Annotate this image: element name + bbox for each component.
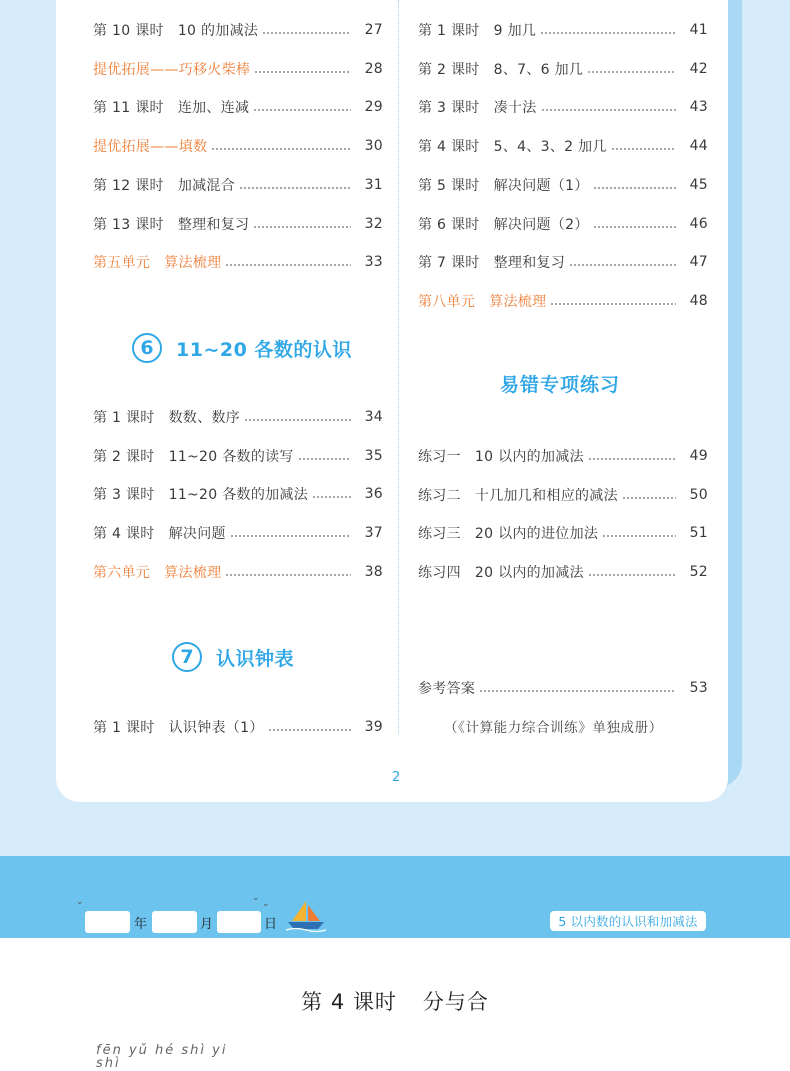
toc-entry-text (418, 20, 536, 40)
toc-title: 十几加几和相应的减法 (474, 487, 618, 504)
toc-lesson-label: 第 4 课时 (418, 139, 480, 156)
dot-leader (225, 574, 351, 576)
toc-lesson-label: 第六单元 (93, 564, 151, 581)
toc-entry[interactable] (418, 174, 708, 196)
lesson-title (0, 986, 790, 1016)
dot-leader (268, 729, 351, 731)
toc-title: 8、7、6 加几 (493, 61, 584, 78)
toc-title: 算法梳理 (164, 255, 222, 272)
toc-lesson-label: 第 12 课时 (93, 177, 164, 194)
toc-page-number: 32 (364, 215, 383, 232)
toc-title: 认识钟表（1） (168, 720, 264, 736)
unit-number-badge: 6 (132, 333, 162, 363)
toc-entry[interactable] (418, 135, 708, 157)
toc-entry[interactable] (93, 483, 383, 505)
toc-lesson-label: 第 13 课时 (93, 216, 164, 233)
dot-leader (622, 497, 676, 499)
unit-title: 11~20 各数的认识 (176, 338, 352, 361)
toc-lesson-label: 参考答案 (418, 681, 476, 697)
toc-title: 算法梳理 (489, 293, 547, 310)
toc-entry[interactable] (418, 445, 708, 467)
toc-page-number: 33 (364, 254, 383, 271)
toc-entry-text (418, 97, 537, 117)
toc-title: 提优拓展——巧移火柴棒 (93, 61, 251, 78)
dot-leader (211, 148, 351, 150)
toc-entry-text (418, 678, 475, 698)
toc-entry-text (418, 291, 546, 311)
toc-lesson-label: 第 2 课时 (93, 448, 155, 465)
year-label: 年 (134, 917, 148, 932)
unit-7-heading (172, 637, 294, 677)
dot-leader (540, 32, 676, 34)
toc-entry[interactable] (93, 561, 383, 583)
toc-entry[interactable] (93, 445, 383, 467)
toc-entry-text (93, 175, 235, 195)
toc-lesson-label: 第 10 课时 (93, 23, 164, 39)
toc-page-number: 51 (689, 525, 708, 542)
toc-entry-text (93, 20, 258, 40)
seagull-icon: ⌄ (262, 899, 270, 909)
lesson-name: 分与合 (422, 990, 489, 1014)
toc-lesson-label: 练习一 (418, 449, 461, 465)
toc-title: 提优拓展——填数 (93, 139, 208, 156)
dot-leader (225, 264, 351, 266)
answers-note: （《计算能力综合训练》单独成册） (444, 720, 663, 736)
toc-page-number: 45 (689, 176, 708, 193)
toc-title: 数数、数序 (168, 410, 241, 426)
toc-title: 算法梳理 (164, 564, 222, 581)
column-divider (398, 0, 399, 734)
toc-title: 加减混合 (177, 177, 236, 194)
toc-title: 9 加几 (493, 23, 537, 39)
toc-entry[interactable] (93, 522, 383, 544)
toc-page-number: 47 (689, 254, 708, 271)
toc-page-number: 49 (689, 448, 708, 464)
seagull-icon: ⌄ (252, 893, 260, 903)
dot-leader (312, 496, 351, 498)
toc-entry-text (93, 136, 207, 156)
practice-section-title: 易错专项练习 (500, 374, 621, 396)
toc-page-number: 27 (364, 22, 383, 38)
toc-entry-text (93, 97, 249, 117)
lesson-number: 第 4 课时 (301, 990, 397, 1014)
toc-entry[interactable] (418, 484, 708, 506)
toc-entry-text (418, 562, 584, 582)
toc-entry-text (93, 407, 240, 427)
dot-leader (262, 32, 351, 34)
year-field[interactable] (85, 911, 130, 933)
toc-page-number: 46 (689, 215, 708, 232)
toc-title: 整理和复习 (493, 255, 566, 272)
toc-lesson-label: 第 3 课时 (418, 100, 480, 117)
toc-page-number: 43 (689, 99, 708, 116)
toc-entry[interactable] (93, 135, 383, 157)
toc-entry[interactable] (93, 213, 383, 235)
toc-entry[interactable] (93, 174, 383, 196)
toc-entry-text (93, 252, 221, 272)
dot-leader (541, 109, 676, 111)
toc-entry[interactable] (93, 251, 383, 273)
toc-page-number: 35 (364, 447, 383, 464)
dot-leader (239, 187, 351, 189)
dot-leader (479, 690, 676, 692)
toc-lesson-label: 第 7 课时 (418, 255, 480, 272)
dot-leader (611, 148, 676, 150)
toc-entry-text (93, 59, 250, 79)
toc-lesson-label: 第 5 课时 (418, 177, 480, 194)
toc-entry[interactable] (93, 716, 383, 738)
unit-tag: 5 以内数的认识和加减法 (550, 911, 706, 931)
month-field[interactable] (152, 911, 197, 933)
dot-leader (588, 458, 676, 460)
toc-entry-text (418, 485, 618, 505)
toc-lesson-label: 第 1 课时 (93, 410, 155, 426)
toc-title: 20 以内的加减法 (474, 565, 584, 582)
toc-page-number: 52 (689, 564, 708, 581)
toc-lesson-label: 第 3 课时 (93, 487, 155, 504)
day-label: 日 (264, 917, 278, 932)
unit-title: 认识钟表 (216, 647, 295, 670)
day-field[interactable] (217, 911, 261, 933)
toc-title: 20 以内的进位加法 (474, 526, 599, 543)
toc-entry[interactable] (418, 522, 708, 544)
toc-entry[interactable] (418, 213, 708, 235)
toc-entry-text (93, 484, 308, 504)
toc-entry-text (93, 717, 264, 737)
dot-leader (253, 226, 351, 228)
toc-page-number: 28 (364, 60, 383, 77)
dot-leader (244, 419, 351, 421)
toc-page-number: 34 (364, 409, 383, 425)
toc-entry-text (418, 523, 598, 543)
toc-title: 解决问题（1） (493, 177, 589, 194)
dot-leader (254, 71, 351, 73)
dot-leader (253, 109, 351, 111)
toc-entry-text (93, 523, 226, 543)
toc-entry[interactable] (418, 677, 708, 699)
toc-lesson-label: 练习二 (418, 487, 461, 504)
toc-page-number: 37 (364, 525, 383, 542)
toc-entry[interactable] (93, 96, 383, 118)
toc-entry-text (418, 214, 589, 234)
toc-page-number: 41 (689, 22, 708, 38)
dot-leader (298, 458, 351, 460)
seagull-icon: ⌄ (76, 897, 84, 907)
toc-entry[interactable] (93, 19, 383, 41)
dot-leader (569, 264, 676, 266)
toc-lesson-label: 第 6 课时 (418, 216, 480, 233)
toc-page-number: 44 (689, 138, 708, 155)
toc-entry[interactable] (418, 19, 708, 41)
page-number: 2 (392, 770, 401, 785)
toc-title: 整理和复习 (177, 216, 250, 233)
toc-entry-text (93, 562, 221, 582)
toc-lesson-label: 第 11 课时 (93, 100, 164, 117)
toc-title: 连加、连减 (177, 100, 250, 117)
toc-title: 解决问题（2） (493, 216, 589, 233)
dot-leader (587, 71, 676, 73)
unit-6-heading (132, 328, 352, 368)
toc-page-number: 36 (364, 486, 383, 503)
toc-lesson-label: 第五单元 (93, 255, 151, 272)
dot-leader (588, 574, 676, 576)
toc-entry-text (93, 214, 249, 234)
toc-entry[interactable] (93, 406, 383, 428)
toc-entry-text (418, 252, 565, 272)
toc-title: 解决问题 (168, 526, 226, 543)
toc-page-number: 31 (364, 176, 383, 193)
toc-lesson-label: 练习四 (418, 565, 461, 582)
dot-leader (602, 535, 676, 537)
toc-page-number: 39 (364, 719, 383, 735)
toc-entry[interactable] (418, 251, 708, 273)
toc-page-number: 48 (689, 292, 708, 309)
toc-page-number: 29 (364, 99, 383, 116)
dot-leader (230, 535, 351, 537)
toc-page-number: 42 (689, 60, 708, 77)
toc-entry[interactable] (418, 290, 708, 312)
toc-lesson-label: 第 1 课时 (93, 720, 155, 736)
toc-entry-text (418, 59, 583, 79)
unit-number-badge: 7 (172, 642, 202, 672)
dot-leader (593, 226, 676, 228)
toc-entry-text (418, 175, 589, 195)
toc-title: 10 的加减法 (177, 23, 259, 39)
toc-entry[interactable] (418, 58, 708, 80)
toc-entry-text (93, 446, 294, 466)
toc-lesson-label: 第 4 课时 (93, 526, 155, 543)
toc-page-number: 53 (689, 680, 708, 696)
toc-entry[interactable] (418, 561, 708, 583)
dot-leader (593, 187, 676, 189)
toc-entry-text (418, 446, 584, 466)
toc-entry[interactable] (418, 96, 708, 118)
cut-off-pinyin: fēn yǔ hé shì yi shì (96, 1043, 228, 1071)
toc-lesson-label: 第 2 课时 (418, 61, 480, 78)
toc-title: 5、4、3、2 加几 (493, 139, 607, 156)
toc-title: 11~20 各数的加减法 (168, 487, 309, 504)
toc-title: 凑十法 (493, 100, 537, 117)
sailboat-icon (286, 899, 326, 931)
month-label: 月 (200, 917, 214, 932)
toc-entry[interactable] (93, 58, 383, 80)
toc-entry-text (418, 136, 607, 156)
toc-title: 11~20 各数的读写 (168, 448, 294, 465)
toc-page-number: 38 (364, 563, 383, 580)
toc-lesson-label: 第 1 课时 (418, 23, 480, 39)
toc-page-number: 50 (689, 486, 708, 503)
dot-leader (550, 303, 676, 305)
toc-page-number: 30 (364, 138, 383, 155)
toc-title: 10 以内的加减法 (474, 449, 584, 465)
toc-lesson-label: 练习三 (418, 526, 461, 543)
toc-lesson-label: 第八单元 (418, 293, 476, 310)
